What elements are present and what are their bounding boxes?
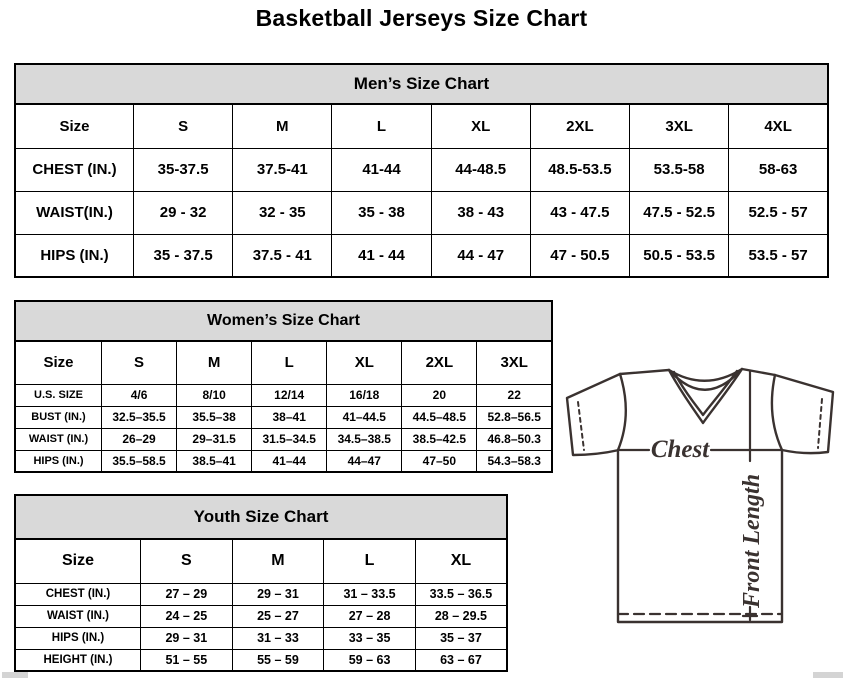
measurement-row [15, 148, 828, 191]
size-value-cell: 12/14 [252, 384, 327, 406]
size-corner-header: Size [15, 104, 134, 148]
size-value-cell: 44 - 47 [431, 234, 530, 277]
size-value-cell: 47–50 [402, 450, 477, 472]
size-column-header: 3XL [630, 104, 729, 148]
measurement-row-label: WAIST (IN.) [15, 605, 141, 627]
size-value-cell: 27 – 28 [324, 605, 416, 627]
header-row [15, 104, 828, 148]
size-value-cell: 55 – 59 [232, 649, 324, 671]
size-column-header: 2XL [402, 341, 477, 384]
size-value-cell: 58-63 [729, 148, 828, 191]
size-value-cell: 29–31.5 [177, 428, 252, 450]
size-column-header: M [177, 341, 252, 384]
size-value-cell: 29 – 31 [232, 583, 324, 605]
size-value-cell: 44.5–48.5 [402, 406, 477, 428]
size-value-cell: 38 - 43 [431, 191, 530, 234]
jersey-right-cuff-dashed [818, 399, 822, 448]
size-value-cell: 33.5 – 36.5 [415, 583, 507, 605]
size-value-cell: 59 – 63 [324, 649, 416, 671]
measurement-row [15, 627, 507, 649]
size-value-cell: 31 – 33 [232, 627, 324, 649]
measurement-row-label: HIPS (IN.) [15, 234, 134, 277]
measurement-row [15, 583, 507, 605]
measurement-row [15, 384, 552, 406]
size-value-cell: 37.5-41 [233, 148, 332, 191]
size-value-cell: 54.3–58.3 [477, 450, 552, 472]
size-value-cell: 32.5–35.5 [102, 406, 177, 428]
size-value-cell: 32 - 35 [233, 191, 332, 234]
jersey-right-armhole-seam [772, 375, 782, 450]
size-value-cell: 28 – 29.5 [415, 605, 507, 627]
mens-size-table [14, 103, 829, 278]
measurement-row-label: HIPS (IN.) [15, 627, 141, 649]
size-value-cell: 16/18 [327, 384, 402, 406]
youth-chart-caption: Youth Size Chart [14, 494, 508, 538]
header-row [15, 341, 552, 384]
size-value-cell: 26–29 [102, 428, 177, 450]
size-value-cell: 29 - 32 [134, 191, 233, 234]
measurement-row [15, 428, 552, 450]
size-value-cell: 35.5–38 [177, 406, 252, 428]
size-value-cell: 35 - 38 [332, 191, 431, 234]
header-row [15, 539, 507, 583]
size-value-cell: 35-37.5 [134, 148, 233, 191]
size-column-header: S [141, 539, 233, 583]
size-value-cell: 20 [402, 384, 477, 406]
size-column-header: S [134, 104, 233, 148]
size-value-cell: 44–47 [327, 450, 402, 472]
size-value-cell: 22 [477, 384, 552, 406]
size-value-cell: 35 – 37 [415, 627, 507, 649]
bottom-right-scrollbar-fragment [813, 672, 843, 678]
size-value-cell: 41 - 44 [332, 234, 431, 277]
youth-size-chart [14, 494, 508, 672]
size-value-cell: 41–44.5 [327, 406, 402, 428]
size-column-header: M [232, 539, 324, 583]
size-value-cell: 27 – 29 [141, 583, 233, 605]
size-value-cell: 47.5 - 52.5 [630, 191, 729, 234]
measurement-row [15, 605, 507, 627]
jersey-left-sleeve [567, 374, 620, 455]
measurement-row-label: HIPS (IN.) [15, 450, 102, 472]
measurement-row [15, 406, 552, 428]
size-value-cell: 44-48.5 [431, 148, 530, 191]
measurement-row-label: CHEST (IN.) [15, 583, 141, 605]
chest-label: Chest [650, 436, 710, 463]
size-value-cell: 41-44 [332, 148, 431, 191]
size-value-cell: 47 - 50.5 [530, 234, 629, 277]
size-column-header: M [233, 104, 332, 148]
size-value-cell: 24 – 25 [141, 605, 233, 627]
jersey-diagram-svg [557, 358, 837, 628]
size-value-cell: 50.5 - 53.5 [630, 234, 729, 277]
measurement-row-label: WAIST(IN.) [15, 191, 134, 234]
jersey-right-sleeve [775, 375, 833, 453]
size-value-cell: 52.5 - 57 [729, 191, 828, 234]
size-column-header: 3XL [477, 341, 552, 384]
size-value-cell: 35 - 37.5 [134, 234, 233, 277]
page-title: Basketball Jerseys Size Chart [255, 5, 588, 31]
womens-chart-caption: Women’s Size Chart [14, 300, 553, 340]
size-corner-header: Size [15, 539, 141, 583]
size-value-cell: 35.5–58.5 [102, 450, 177, 472]
bottom-left-scrollbar-fragment [2, 672, 28, 678]
measurement-row [15, 450, 552, 472]
measurement-row [15, 649, 507, 671]
jersey-left-armhole-seam [618, 374, 626, 450]
size-value-cell: 48.5-53.5 [530, 148, 629, 191]
size-value-cell: 4/6 [102, 384, 177, 406]
measurement-row [15, 234, 828, 277]
size-value-cell: 31.5–34.5 [252, 428, 327, 450]
jersey-left-cuff-dashed [578, 402, 584, 450]
size-value-cell: 38.5–42.5 [402, 428, 477, 450]
size-column-header: L [324, 539, 416, 583]
size-column-header: L [332, 104, 431, 148]
size-corner-header: Size [15, 341, 102, 384]
size-value-cell: 53.5 - 57 [729, 234, 828, 277]
measurement-row-label: WAIST (IN.) [15, 428, 102, 450]
measurement-row-label: BUST (IN.) [15, 406, 102, 428]
size-value-cell: 31 – 33.5 [324, 583, 416, 605]
size-value-cell: 25 – 27 [232, 605, 324, 627]
youth-size-table [14, 538, 508, 672]
front-length-label: Front Length [739, 473, 765, 608]
size-column-header: XL [415, 539, 507, 583]
size-value-cell: 41–44 [252, 450, 327, 472]
mens-chart-caption: Men’s Size Chart [14, 63, 829, 103]
size-column-header: 2XL [530, 104, 629, 148]
womens-size-chart [14, 300, 553, 473]
size-column-header: XL [327, 341, 402, 384]
size-value-cell: 52.8–56.5 [477, 406, 552, 428]
jersey-vneck-outer [669, 369, 742, 423]
womens-size-table [14, 340, 553, 473]
size-value-cell: 29 – 31 [141, 627, 233, 649]
size-value-cell: 38–41 [252, 406, 327, 428]
jersey-measurement-diagram [557, 358, 837, 628]
jersey-left-shoulder-line [620, 370, 669, 374]
size-column-header: 4XL [729, 104, 828, 148]
size-value-cell: 63 – 67 [415, 649, 507, 671]
size-column-header: L [252, 341, 327, 384]
jersey-right-shoulder-line [742, 369, 775, 375]
size-column-header: XL [431, 104, 530, 148]
size-value-cell: 8/10 [177, 384, 252, 406]
measurement-row-label: HEIGHT (IN.) [15, 649, 141, 671]
size-value-cell: 33 – 35 [324, 627, 416, 649]
size-value-cell: 34.5–38.5 [327, 428, 402, 450]
size-value-cell: 46.8–50.3 [477, 428, 552, 450]
size-value-cell: 51 – 55 [141, 649, 233, 671]
measurement-row [15, 191, 828, 234]
mens-size-chart [14, 63, 829, 278]
size-value-cell: 38.5–41 [177, 450, 252, 472]
measurement-row-label: CHEST (IN.) [15, 148, 134, 191]
size-value-cell: 37.5 - 41 [233, 234, 332, 277]
measurement-row-label: U.S. SIZE [15, 384, 102, 406]
size-value-cell: 53.5-58 [630, 148, 729, 191]
size-column-header: S [102, 341, 177, 384]
size-value-cell: 43 - 47.5 [530, 191, 629, 234]
